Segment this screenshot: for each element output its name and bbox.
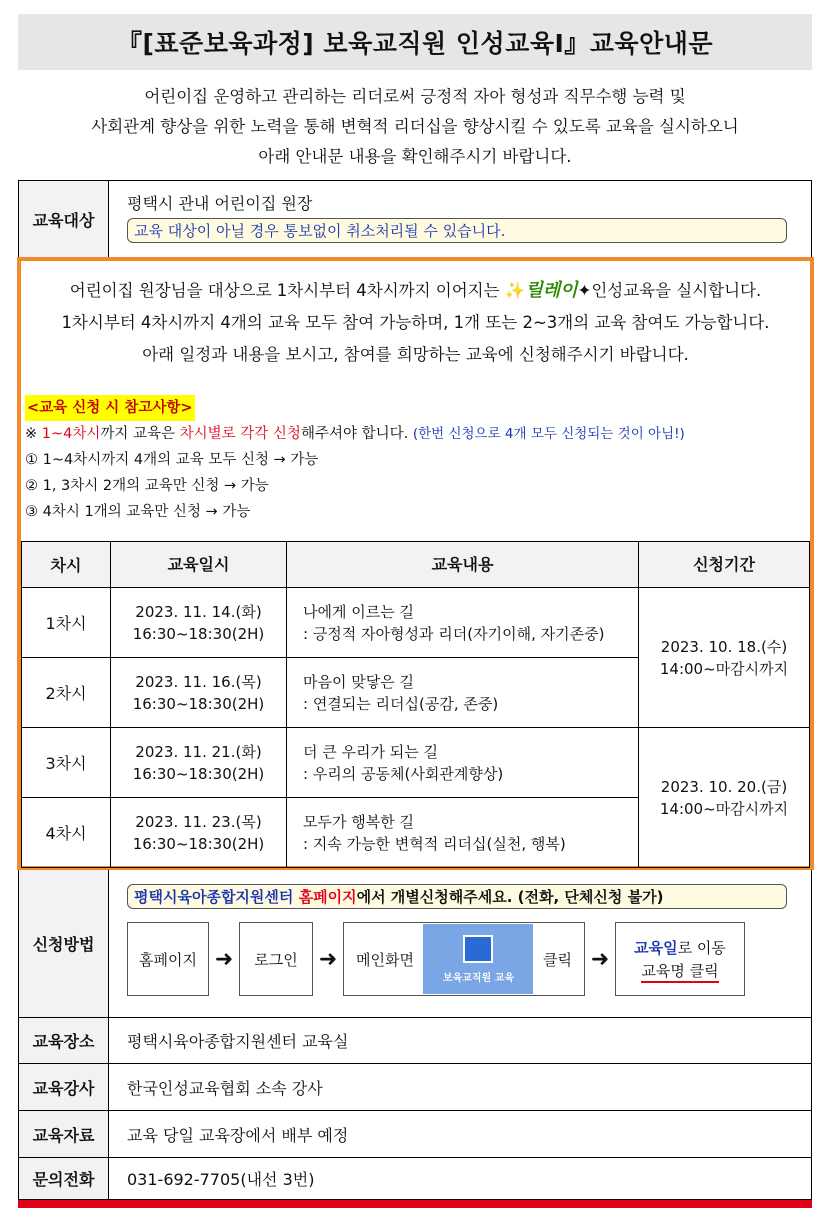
step-homepage: 홈페이지 — [127, 922, 209, 996]
header-session: 차시 — [22, 542, 111, 588]
date-cell: 2023. 11. 14.(화) 16:30~18:30(2H) — [111, 588, 287, 658]
step-main-click: 메인화면 보육교직원 교육 클릭 — [343, 922, 585, 996]
program-line2: 1차시부터 4차시까지 4개의 교육 모두 참여 가능하며, 1개 또는 2~3개의 교육 참여도 가능합니다. — [61, 313, 770, 332]
materials-label: 교육자료 — [19, 1111, 109, 1157]
date-cell: 2023. 11. 21.(화) 16:30~18:30(2H) — [111, 728, 287, 798]
date-cell: 2023. 11. 23.(목) 16:30~18:30(2H) — [111, 798, 287, 868]
method-label: 신청방법 — [19, 870, 109, 1017]
program-line3: 아래 일정과 내용을 보시고, 참여를 희망하는 교육에 신청해주시기 바랍니다. — [142, 345, 689, 364]
contact-value: 031-692-7705(내선 3번) — [127, 1170, 315, 1189]
materials-value: 교육 당일 교육장에서 배부 예정 — [127, 1125, 349, 1145]
method-flow — [127, 922, 745, 996]
intro-line: 아래 안내문 내용을 확인해주시기 바랍니다. — [258, 147, 572, 166]
place-row — [18, 1018, 812, 1064]
target-row — [18, 180, 812, 258]
target-notice: 교육 대상이 아닐 경우 통보없이 취소처리될 수 있습니다. — [127, 218, 787, 243]
intro-text — [18, 82, 812, 172]
arrow-right-icon: ➜ — [318, 946, 338, 972]
header-period: 신청기간 — [639, 542, 810, 588]
schedule-table — [21, 541, 810, 868]
target-value: 평택시 관내 어린이집 원장 — [127, 194, 313, 213]
sparkle-icon: ✨ — [504, 281, 526, 300]
place-label: 교육장소 — [19, 1018, 109, 1063]
session-cell: 3차시 — [22, 728, 111, 798]
content-cell: 모두가 행복한 길 : 지속 가능한 변혁적 리더십(실천, 행복) — [287, 798, 639, 868]
materials-row — [18, 1111, 812, 1158]
program-line1-post: 인성교육을 실시합니다. — [591, 281, 762, 300]
arrow-right-icon: ➜ — [590, 946, 610, 972]
reference-item: ② 1, 3차시 2개의 교육만 신청 → 가능 — [25, 478, 269, 494]
step-login: 로그인 — [239, 922, 313, 996]
schedule-header-row — [22, 542, 810, 588]
date-cell: 2023. 11. 16.(목) 16:30~18:30(2H) — [111, 658, 287, 728]
content-cell: 마음이 맞닿은 길 : 연결되는 리더십(공감, 존중) — [287, 658, 639, 728]
table-row — [22, 588, 810, 658]
intro-line: 사회관계 향상을 위한 노력을 통해 변혁적 리더십을 향상시킬 수 있도록 교육을 실시하오니 — [91, 117, 739, 136]
program-description — [21, 261, 810, 371]
contact-row — [18, 1158, 812, 1200]
session-cell: 1차시 — [22, 588, 111, 658]
period-cell: 2023. 10. 20.(금) 14:00~마감시까지 — [639, 728, 810, 868]
header-date: 교육일시 — [111, 542, 287, 588]
book-icon: 보육교직원 교육 — [423, 924, 533, 994]
period-cell: 2023. 10. 18.(수) 14:00~마감시까지 — [639, 588, 810, 728]
target-label: 교육대상 — [19, 181, 109, 257]
contact-label: 문의전화 — [19, 1158, 109, 1199]
table-row — [22, 728, 810, 798]
method-notice: 평택시육아종합지원센터 홈페이지에서 개별신청해주세요. (전화, 단체신청 불가) — [127, 884, 787, 909]
arrow-right-icon: ➜ — [214, 946, 234, 972]
star-icon: ✦ — [577, 281, 592, 300]
reference-note: ※ 1~4차시까지 교육은 차시별로 각각 신청해주셔야 합니다. (한번 신청으로 4개 모두 신청되는 것이 아님!) — [25, 426, 685, 442]
content-cell: 더 큰 우리가 되는 길 : 우리의 공동체(사회관계향상) — [287, 728, 639, 798]
reference-heading: <교육 신청 시 참고사항> — [25, 395, 195, 421]
reference-notes — [21, 395, 810, 525]
reference-item: ① 1~4차시까지 4개의 교육 모두 신청 → 가능 — [25, 452, 319, 468]
method-row — [18, 870, 812, 1018]
content-cell: 나에게 이르는 길 : 긍정적 자아형성과 리더(자기이해, 자기존중) — [287, 588, 639, 658]
intro-line: 어린이집 운영하고 관리하는 리더로써 긍정적 자아 형성과 직무수행 능력 및 — [144, 87, 686, 106]
step-final: 교육일로 이동 교육명 클릭 — [615, 922, 745, 996]
session-cell: 2차시 — [22, 658, 111, 728]
header-content: 교육내용 — [287, 542, 639, 588]
place-value: 평택시육아종합지원센터 교육실 — [127, 1032, 349, 1051]
program-box — [17, 257, 814, 870]
instructor-label: 교육강사 — [19, 1064, 109, 1110]
instructor-row — [18, 1064, 812, 1111]
session-cell: 4차시 — [22, 798, 111, 868]
reference-item: ③ 4차시 1개의 교육만 신청 → 가능 — [25, 504, 251, 520]
instructor-value: 한국인성교육협회 소속 강사 — [127, 1078, 323, 1098]
relay-logo: 릴레이 — [525, 280, 578, 301]
program-line1-pre: 어린이집 원장님을 대상으로 1차시부터 4차시까지 이어지는 — [69, 281, 500, 300]
bottom-divider — [18, 1200, 812, 1208]
page-title: 『[표준보육과정] 보육교직원 인성교육Ⅰ』교육안내문 — [18, 14, 812, 70]
